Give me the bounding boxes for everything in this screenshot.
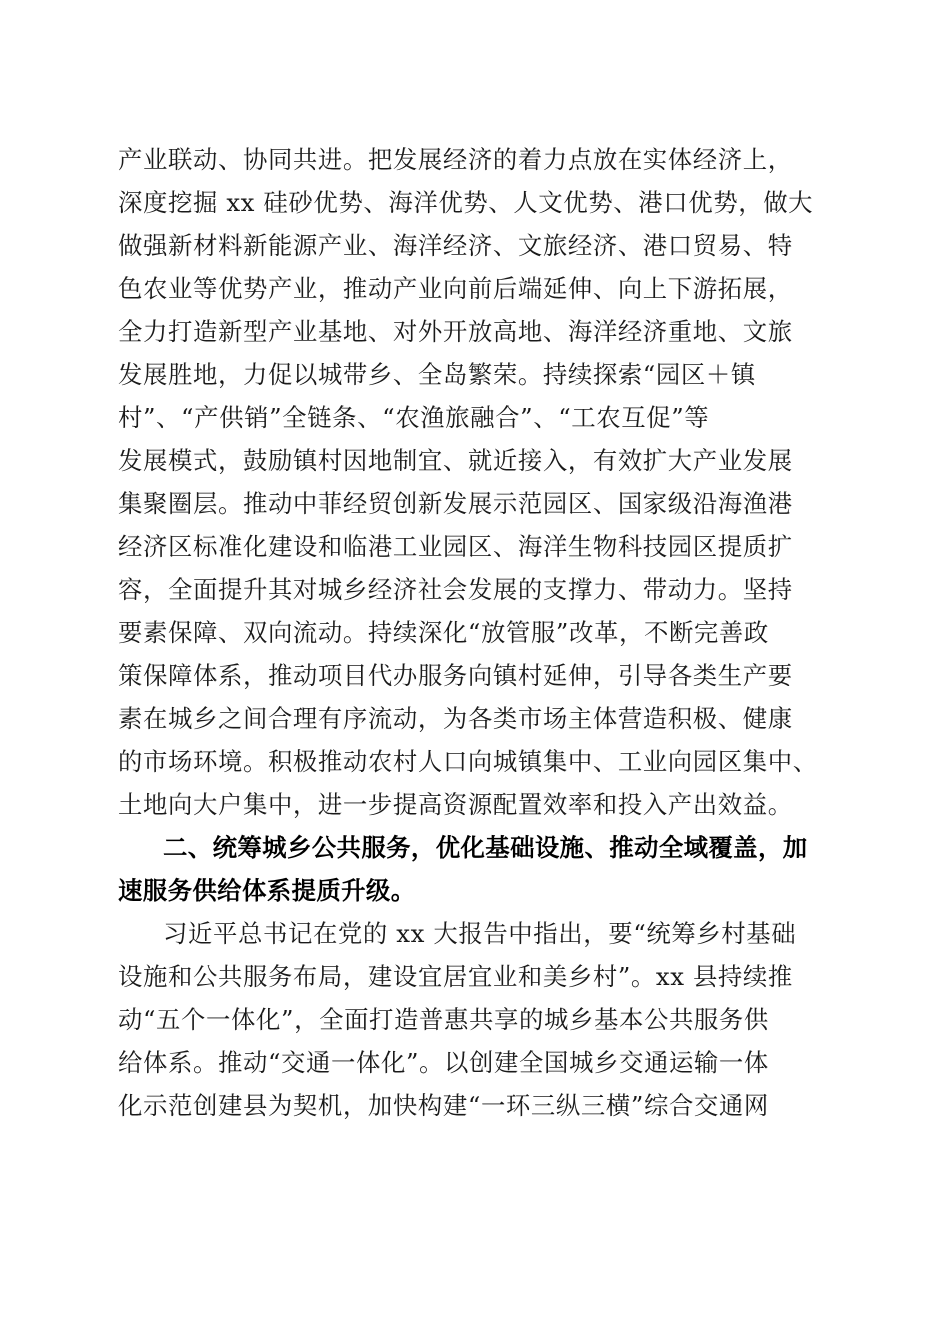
text-line: 要素保障、双向流动。持续深化“放管服”改革，不断完善政: [118, 618, 769, 647]
text-line: 策保障体系，推动项目代办服务向镇村延伸，引导各类生产要: [118, 661, 793, 690]
text-line: 素在城乡之间合理有序流动，为各类市场主体营造积极、健康: [118, 704, 793, 733]
text-line: 村”、“产供销”全链条、“农渔旅融合”、“工农互促”等: [118, 403, 710, 432]
text-line: 做强新材料新能源产业、海洋经济、文旅经济、港口贸易、特: [118, 231, 793, 260]
text-line: 发展胜地，力促以城带乡、全岛繁荣。持续探索“园区＋镇: [118, 360, 756, 389]
text-line: 经济区标准化建设和临港工业园区、海洋生物科技园区提质扩: [118, 532, 793, 561]
text-line: 动“五个一体化”，全面打造普惠共享的城乡基本公共服务供: [118, 1005, 769, 1034]
text-line: 全力打造新型产业基地、对外开放高地、海洋经济重地、文旅: [118, 317, 793, 346]
section-heading-public-services: [118, 826, 838, 912]
paragraph-industry-linkage: [118, 138, 838, 826]
text-line: 化示范创建县为契机，加快构建“一环三纵三横”综合交通网: [118, 1091, 769, 1120]
paragraph-public-services: [118, 912, 838, 1127]
text-line: 容，全面提升其对城乡经济社会发展的支撑力、带动力。坚持: [118, 575, 793, 604]
text-line: 产业联动、协同共进。把发展经济的着力点放在实体经济上，: [118, 145, 793, 174]
text-line: 给体系。推动“交通一体化”。以创建全国城乡交通运输一体: [118, 1048, 769, 1077]
text-line: 设施和公共服务布局，建设宜居宜业和美乡村”。xx 县持续推: [118, 962, 793, 991]
document-body: [118, 138, 838, 1127]
text-line: 集聚圈层。推动中菲经贸创新发展示范园区、国家级沿海渔港: [118, 489, 793, 518]
text-line: 发展模式，鼓励镇村因地制宜、就近接入，有效扩大产业发展: [118, 446, 793, 475]
text-line: 的市场环境。积极推动农村人口向城镇集中、工业向园区集中、: [118, 747, 818, 776]
text-line: 深度挖掘 xx 硅砂优势、海洋优势、人文优势、港口优势，做大: [118, 188, 814, 217]
text-line: 土地向大户集中，进一步提高资源配置效率和投入产出效益。: [118, 790, 793, 819]
text-line: 色农业等优势产业，推动产业向前后端延伸、向上下游拓展，: [118, 274, 793, 303]
heading-line: 二、统筹城乡公共服务，优化基础设施、推动全域覆盖，加: [163, 833, 808, 862]
heading-line: 速服务供给体系提质升级。: [118, 876, 416, 905]
text-line: 习近平总书记在党的 xx 大报告中指出，要“统筹乡村基础: [163, 919, 797, 948]
